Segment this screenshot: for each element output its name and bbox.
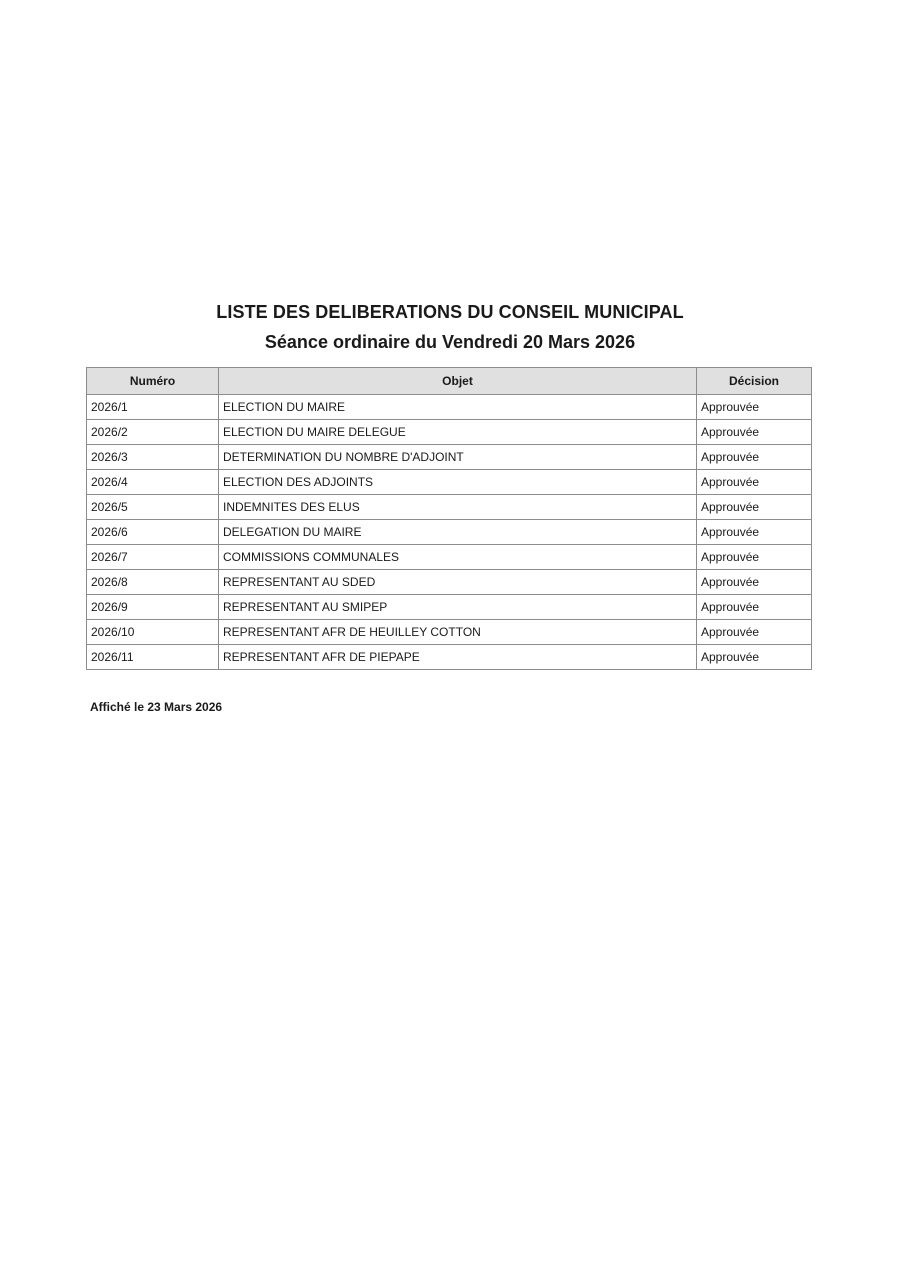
cell-objet: INDEMNITES DES ELUS bbox=[219, 495, 697, 520]
cell-numero: 2026/5 bbox=[87, 495, 219, 520]
cell-objet: ELECTION DES ADJOINTS bbox=[219, 470, 697, 495]
table-row bbox=[87, 570, 812, 595]
cell-decision: Approuvée bbox=[697, 595, 812, 620]
deliberations-table bbox=[86, 367, 812, 670]
cell-numero: 2026/4 bbox=[87, 470, 219, 495]
table-row bbox=[87, 545, 812, 570]
posted-date-note: Affiché le 23 Mars 2026 bbox=[90, 700, 223, 714]
cell-decision: Approuvée bbox=[697, 395, 812, 420]
table-row bbox=[87, 395, 812, 420]
cell-numero: 2026/11 bbox=[87, 645, 219, 670]
table-body bbox=[87, 395, 812, 670]
table-row bbox=[87, 520, 812, 545]
document-title: LISTE DES DELIBERATIONS DU CONSEIL MUNICIPAL bbox=[216, 302, 684, 322]
cell-objet: REPRESENTANT AFR DE HEUILLEY COTTON bbox=[219, 620, 697, 645]
cell-decision: Approuvée bbox=[697, 445, 812, 470]
table-row bbox=[87, 470, 812, 495]
cell-decision: Approuvée bbox=[697, 470, 812, 495]
document-subtitle: Séance ordinaire du Vendredi 20 Mars 2026 bbox=[264, 332, 636, 352]
cell-numero: 2026/6 bbox=[87, 520, 219, 545]
cell-decision: Approuvée bbox=[697, 420, 812, 445]
cell-objet: ELECTION DU MAIRE bbox=[219, 395, 697, 420]
cell-numero: 2026/2 bbox=[87, 420, 219, 445]
cell-numero: 2026/1 bbox=[87, 395, 219, 420]
cell-objet: REPRESENTANT AU SMIPEP bbox=[219, 595, 697, 620]
cell-decision: Approuvée bbox=[697, 545, 812, 570]
cell-numero: 2026/3 bbox=[87, 445, 219, 470]
cell-objet: COMMISSIONS COMMUNALES bbox=[219, 545, 697, 570]
cell-decision: Approuvée bbox=[697, 620, 812, 645]
table-row bbox=[87, 495, 812, 520]
cell-numero: 2026/10 bbox=[87, 620, 219, 645]
table-row bbox=[87, 645, 812, 670]
cell-objet: REPRESENTANT AU SDED bbox=[219, 570, 697, 595]
table-row bbox=[87, 620, 812, 645]
cell-numero: 2026/7 bbox=[87, 545, 219, 570]
cell-decision: Approuvée bbox=[697, 520, 812, 545]
cell-numero: 2026/9 bbox=[87, 595, 219, 620]
cell-decision: Approuvée bbox=[697, 645, 812, 670]
table-row bbox=[87, 420, 812, 445]
cell-objet: DETERMINATION DU NOMBRE D'ADJOINT bbox=[219, 445, 697, 470]
table-row bbox=[87, 445, 812, 470]
cell-numero: 2026/8 bbox=[87, 570, 219, 595]
column-header-decision: Décision bbox=[697, 368, 812, 395]
cell-decision: Approuvée bbox=[697, 570, 812, 595]
cell-decision: Approuvée bbox=[697, 495, 812, 520]
cell-objet: ELECTION DU MAIRE DELEGUE bbox=[219, 420, 697, 445]
cell-objet: REPRESENTANT AFR DE PIEPAPE bbox=[219, 645, 697, 670]
table-row bbox=[87, 595, 812, 620]
cell-objet: DELEGATION DU MAIRE bbox=[219, 520, 697, 545]
column-header-objet: Objet bbox=[219, 368, 697, 395]
column-header-numero: Numéro bbox=[87, 368, 219, 395]
table-header-row bbox=[87, 368, 812, 395]
